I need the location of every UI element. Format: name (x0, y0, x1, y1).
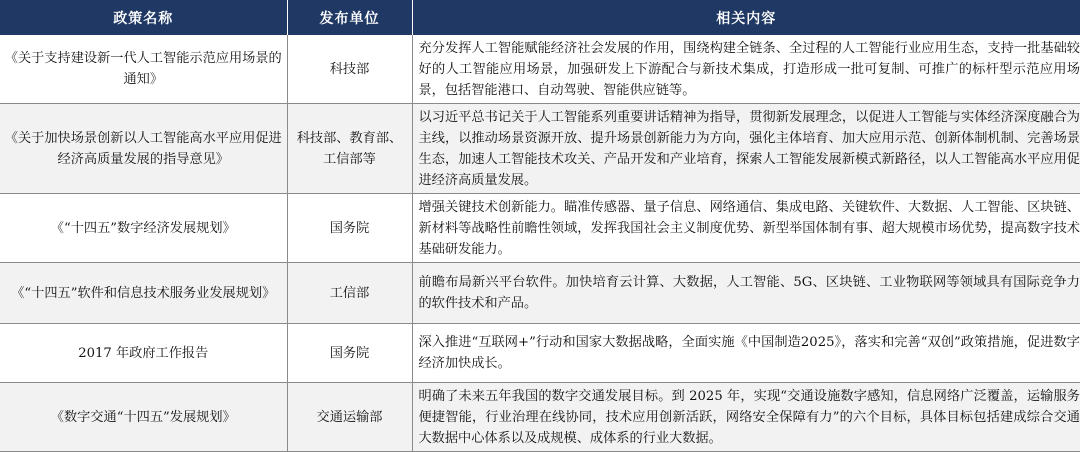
table-header (0, 0, 1080, 35)
policy-name-cell: 《关于加快场景创新以人工智能高水平应用促进经济高质量发展的指导意见》 (0, 104, 287, 194)
content-cell: 深入推进“互联网+”行动和国家大数据战略，全面实施《中国制造2025》，落实和完善“双创”政策措施，促进数字经济加快成长。 (412, 324, 1080, 383)
header-content: 相关内容 (412, 0, 1080, 35)
content-cell: 明确了未来五年我国的数字交通发展目标。到 2025 年，实现“交通设施数字感知，信息网络广泛覆盖，运输服务便捷智能，行业治理在线协同，技术应用创新活跃，网络安全保障有力”的六个目标，具体目标包括建成综合交通大数据中心体系以及成规模、成体系的行业大数据。 (412, 383, 1080, 452)
header-issuer: 发布单位 (287, 0, 412, 35)
policy-name-cell: 《数字交通“十四五”发展规划》 (0, 383, 287, 452)
issuer-cell: 科技部、教育部、工信部等 (287, 104, 412, 194)
content-cell: 前瞻布局新兴平台软件。加快培育云计算、大数据，人工智能、5G、区块链、工业物联网等领域具有国际竞争力的软件技术和产品。 (412, 263, 1080, 324)
content-cell: 以习近平总书记关于人工智能系列重要讲话精神为指导，贯彻新发展理念，以促进人工智能与实体经济深度融合为主线，以推动场景资源开放、提升场景创新能力为方向，强化主体培育、加大应用示范、创新体制机制、完善场景生态，加速人工智能技术攻关、产品开发和产业培育，探索人工智能发展新模式新路径，以人工智能高水平应用促进经济高质量发展。 (412, 104, 1080, 194)
table-body (0, 35, 1080, 452)
policy-name-cell: 《“十四五”软件和信息技术服务业发展规划》 (0, 263, 287, 324)
issuer-cell: 工信部 (287, 263, 412, 324)
policy-name-cell: 《“十四五”数字经济发展规划》 (0, 194, 287, 263)
content-cell: 充分发挥人工智能赋能经济社会发展的作用，围绕构建全链条、全过程的人工智能行业应用生态，支持一批基础较好的人工智能应用场景，加强研发上下游配合与新技术集成，打造形成一批可复制、可推广的标杆型示范应用场景，包括智能港口、自动驾驶、智能供应链等。 (412, 35, 1080, 104)
content-cell: 增强关键技术创新能力。瞄准传感器、量子信息、网络通信、集成电路、关键软件、大数据、人工智能、区块链、新材料等战略性前瞻性领域，发挥我国社会主义制度优势、新型举国体制有事、超大规模市场优势，提高数字技术基础研发能力。 (412, 194, 1080, 263)
policy-name-cell: 2017 年政府工作报告 (0, 324, 287, 383)
header-row (0, 0, 1080, 35)
issuer-cell: 国务院 (287, 194, 412, 263)
header-policy-name: 政策名称 (0, 0, 287, 35)
table-row (0, 383, 1080, 452)
issuer-cell: 交通运输部 (287, 383, 412, 452)
table-row (0, 263, 1080, 324)
table-row (0, 324, 1080, 383)
issuer-cell: 科技部 (287, 35, 412, 104)
policy-name-cell: 《关于支持建设新一代人工智能示范应用场景的通知》 (0, 35, 287, 104)
table-row (0, 35, 1080, 104)
table-row (0, 104, 1080, 194)
table-row (0, 194, 1080, 263)
issuer-cell: 国务院 (287, 324, 412, 383)
